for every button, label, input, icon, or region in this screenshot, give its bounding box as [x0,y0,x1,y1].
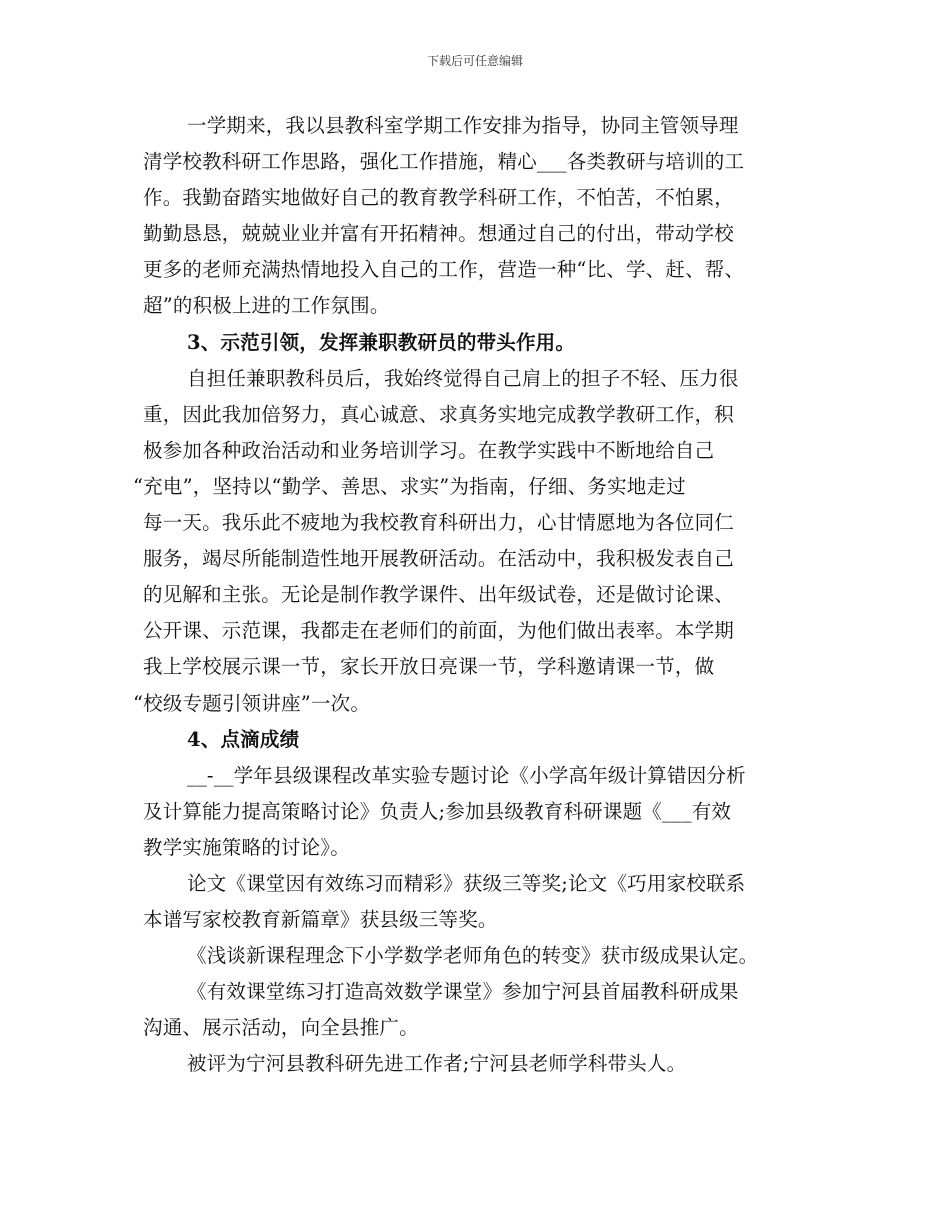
paragraph-line: 重，因此我加倍努力，真心诚意、求真务实地完成教学教研工作，积 [143,402,735,426]
paragraph-line: 被评为宁河县教科研先进工作者;宁河县老师学科带头人。 [187,1052,687,1076]
paragraph-line: 公开课、示范课，我都走在老师们的前面，为他们做出表率。本学期 [143,619,735,643]
paragraph-line: 《浅谈新课程理念下小学数学老师角色的转变》获市级成果认定。 [187,944,759,968]
paragraph-line: 《有效课堂练习打造高效数学课堂》参加宁河县首届教科研成果 [187,980,739,1004]
paragraph-line: 本谱写家校教育新篇章》获县级三等奖。 [143,908,498,932]
paragraph-line: __-__学年县级课程改革实验专题讨论《小学高年级计算错因分析 [187,763,746,787]
paragraph-line: 每一天。我乐此不疲地为我校教育科研出力，心甘情愿地为各位同仁 [143,511,735,535]
paragraph-line: 作。我勤奋踏实地做好自己的教育教学科研工作，不怕苦，不怕累， [143,186,735,210]
paragraph-line: 论文《课堂因有效练习而精彩》获级三等奖;论文《巧用家校联系 [187,871,746,895]
paragraph-line: “充电”，坚持以“勤学、善思、求实”为指南，仔细、务实地走过 [133,474,686,498]
paragraph-line: 自担任兼职教科员后，我始终觉得自己肩上的担子不轻、压力很 [187,366,739,390]
paragraph-line: 清学校教科研工作思路，强化工作措施，精心___各类教研与培训的工 [143,150,745,174]
page-header: 下载后可任意编辑 [426,54,523,68]
paragraph-line: 极参加各种政治活动和业务培训学习。在教学实践中不断地给自己 [143,438,715,462]
paragraph-line: 沟通、展示活动，向全县推广。 [143,1016,419,1040]
paragraph-line: 超”的积极上进的工作氛围。 [143,294,390,318]
paragraph-line: 教学实施策略的讨论》。 [143,835,350,859]
document-body [133,108,813,1083]
paragraph-line: “校级专题引领讲座”一次。 [133,691,371,715]
section-heading-3: 3、示范引领，发挥兼职教研员的带头作用。 [187,330,576,354]
section-heading-4: 4、点滴成绩 [187,727,300,751]
paragraph-line: 更多的老师充满热情地投入自己的工作，营造一种“比、学、赶、帮、 [143,258,745,282]
paragraph-line: 的见解和主张。无论是制作教学课件、出年级试卷，还是做讨论课、 [143,583,735,607]
paragraph-line: 一学期来，我以县教科室学期工作安排为指导，协同主管领导理 [187,114,739,137]
paragraph-line: 我上学校展示课一节，家长开放日亮课一节，学科邀请课一节，做 [143,655,715,679]
paragraph-line: 服务，竭尽所能制造性地开展教研活动。在活动中，我积极发表自己 [143,547,735,571]
paragraph-line: 及计算能力提高策略讨论》负责人;参加县级教育科研课题《___有效 [143,799,732,823]
paragraph-line: 勤勤恳恳，兢兢业业并富有开拓精神。想通过自己的付出，带动学校 [143,222,735,246]
